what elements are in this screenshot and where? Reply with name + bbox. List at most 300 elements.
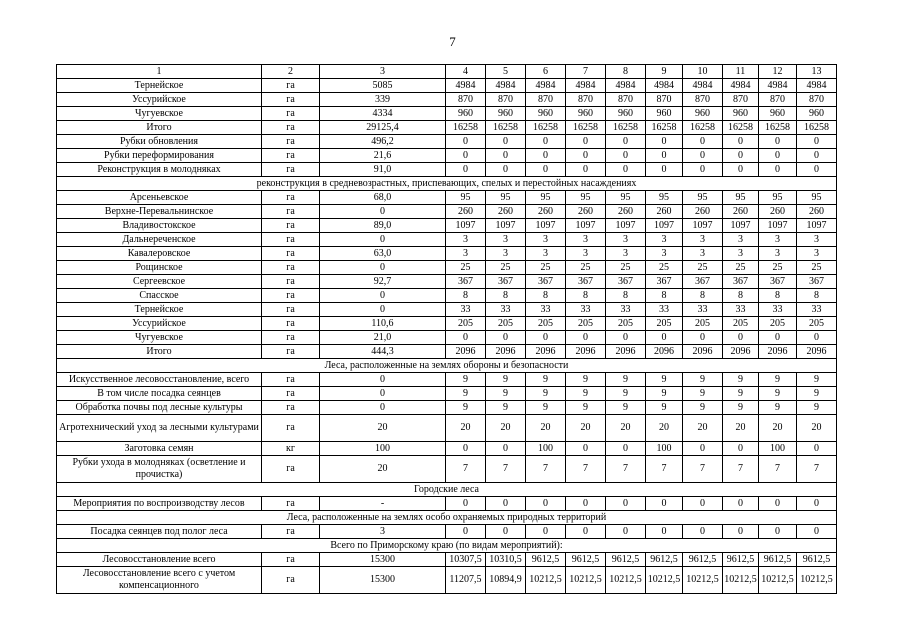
year-value-cell: 367 bbox=[683, 275, 723, 289]
year-value-cell: 16258 bbox=[646, 121, 683, 135]
year-value-cell: 20 bbox=[797, 415, 837, 442]
year-value-cell: 33 bbox=[797, 303, 837, 317]
unit-cell: га bbox=[262, 331, 320, 345]
year-value-cell: 260 bbox=[646, 205, 683, 219]
year-value-cell: 0 bbox=[723, 135, 759, 149]
year-value-cell: 0 bbox=[759, 135, 797, 149]
year-value-cell: 4984 bbox=[797, 79, 837, 93]
year-value-cell: 9 bbox=[683, 387, 723, 401]
total-cell: 15300 bbox=[320, 553, 446, 567]
year-value-cell: 95 bbox=[723, 191, 759, 205]
year-value-cell: 2096 bbox=[683, 345, 723, 359]
year-value-cell: 0 bbox=[446, 525, 486, 539]
year-value-cell: 0 bbox=[606, 163, 646, 177]
year-value-cell: 9 bbox=[797, 401, 837, 415]
unit-cell: га bbox=[262, 525, 320, 539]
year-value-cell: 1097 bbox=[759, 219, 797, 233]
year-value-cell: 0 bbox=[723, 149, 759, 163]
year-value-cell: 9 bbox=[566, 387, 606, 401]
year-value-cell: 960 bbox=[446, 107, 486, 121]
year-value-cell: 0 bbox=[759, 331, 797, 345]
year-value-cell: 7 bbox=[759, 456, 797, 483]
year-value-cell: 367 bbox=[606, 275, 646, 289]
table-row bbox=[57, 121, 837, 135]
column-number-cell: 10 bbox=[683, 65, 723, 79]
year-value-cell: 0 bbox=[566, 497, 606, 511]
year-value-cell: 3 bbox=[646, 247, 683, 261]
total-cell: 110,6 bbox=[320, 317, 446, 331]
column-number-cell: 13 bbox=[797, 65, 837, 79]
year-value-cell: 7 bbox=[683, 456, 723, 483]
total-cell: 20 bbox=[320, 415, 446, 442]
unit-cell: га bbox=[262, 79, 320, 93]
unit-cell: га bbox=[262, 93, 320, 107]
year-value-cell: 0 bbox=[723, 331, 759, 345]
table-row bbox=[57, 345, 837, 359]
year-value-cell: 960 bbox=[683, 107, 723, 121]
table-row bbox=[57, 233, 837, 247]
year-value-cell: 9612,5 bbox=[723, 553, 759, 567]
year-value-cell: 4984 bbox=[606, 79, 646, 93]
year-value-cell: 205 bbox=[446, 317, 486, 331]
unit-cell: га bbox=[262, 149, 320, 163]
unit-cell: га bbox=[262, 121, 320, 135]
year-value-cell: 9 bbox=[683, 373, 723, 387]
year-value-cell: 260 bbox=[759, 205, 797, 219]
year-value-cell: 2096 bbox=[526, 345, 566, 359]
section-title: реконструкция в средневозрастных, приспевающих, спелых и перестойных насаждениях bbox=[57, 177, 837, 191]
year-value-cell: 870 bbox=[797, 93, 837, 107]
year-value-cell: 7 bbox=[566, 456, 606, 483]
year-value-cell: 9 bbox=[723, 387, 759, 401]
year-value-cell: 25 bbox=[486, 261, 526, 275]
row-name-cell: Уссурийское bbox=[57, 93, 262, 107]
column-number-cell: 11 bbox=[723, 65, 759, 79]
column-number-cell: 1 bbox=[57, 65, 262, 79]
year-value-cell: 9612,5 bbox=[526, 553, 566, 567]
total-cell: 89,0 bbox=[320, 219, 446, 233]
year-value-cell: 10212,5 bbox=[723, 567, 759, 594]
year-value-cell: 9 bbox=[446, 401, 486, 415]
year-value-cell: 8 bbox=[759, 289, 797, 303]
year-value-cell: 3 bbox=[606, 247, 646, 261]
table-row bbox=[57, 149, 837, 163]
year-value-cell: 0 bbox=[486, 149, 526, 163]
year-value-cell: 33 bbox=[446, 303, 486, 317]
year-value-cell: 0 bbox=[646, 149, 683, 163]
year-value-cell: 0 bbox=[486, 135, 526, 149]
year-value-cell: 960 bbox=[759, 107, 797, 121]
year-value-cell: 3 bbox=[723, 233, 759, 247]
section-row bbox=[57, 483, 837, 497]
column-number-cell: 5 bbox=[486, 65, 526, 79]
year-value-cell: 0 bbox=[606, 442, 646, 456]
total-cell: 63,0 bbox=[320, 247, 446, 261]
year-value-cell: 870 bbox=[566, 93, 606, 107]
row-name-cell: Чугуевское bbox=[57, 331, 262, 345]
total-cell: 0 bbox=[320, 303, 446, 317]
year-value-cell: 16258 bbox=[446, 121, 486, 135]
year-value-cell: 25 bbox=[566, 261, 606, 275]
row-name-cell: Спасское bbox=[57, 289, 262, 303]
year-value-cell: 3 bbox=[526, 247, 566, 261]
year-value-cell: 95 bbox=[566, 191, 606, 205]
year-value-cell: 0 bbox=[606, 525, 646, 539]
year-value-cell: 260 bbox=[446, 205, 486, 219]
row-name-cell: Реконструкция в молодняках bbox=[57, 163, 262, 177]
year-value-cell: 0 bbox=[446, 149, 486, 163]
unit-cell: га bbox=[262, 456, 320, 483]
year-value-cell: 0 bbox=[646, 135, 683, 149]
year-value-cell: 3 bbox=[486, 247, 526, 261]
year-value-cell: 260 bbox=[797, 205, 837, 219]
year-value-cell: 960 bbox=[566, 107, 606, 121]
year-value-cell: 0 bbox=[683, 442, 723, 456]
year-value-cell: 3 bbox=[566, 247, 606, 261]
year-value-cell: 9612,5 bbox=[646, 553, 683, 567]
column-number-cell: 9 bbox=[646, 65, 683, 79]
year-value-cell: 1097 bbox=[446, 219, 486, 233]
year-value-cell: 9 bbox=[606, 387, 646, 401]
row-name-cell: Рубки переформирования bbox=[57, 149, 262, 163]
year-value-cell: 205 bbox=[526, 317, 566, 331]
year-value-cell: 260 bbox=[526, 205, 566, 219]
table-row bbox=[57, 442, 837, 456]
year-value-cell: 260 bbox=[683, 205, 723, 219]
unit-cell: га bbox=[262, 415, 320, 442]
row-name-cell: Дальнереченское bbox=[57, 233, 262, 247]
year-value-cell: 4984 bbox=[683, 79, 723, 93]
year-value-cell: 205 bbox=[797, 317, 837, 331]
year-value-cell: 10212,5 bbox=[526, 567, 566, 594]
year-value-cell: 33 bbox=[759, 303, 797, 317]
year-value-cell: 0 bbox=[606, 135, 646, 149]
table-row bbox=[57, 401, 837, 415]
year-value-cell: 9 bbox=[566, 401, 606, 415]
year-value-cell: 7 bbox=[526, 456, 566, 483]
year-value-cell: 33 bbox=[683, 303, 723, 317]
year-value-cell: 0 bbox=[797, 525, 837, 539]
year-value-cell: 0 bbox=[759, 525, 797, 539]
year-value-cell: 0 bbox=[683, 525, 723, 539]
row-name-cell: Обработка почвы под лесные культуры bbox=[57, 401, 262, 415]
year-value-cell: 8 bbox=[446, 289, 486, 303]
total-cell: 20 bbox=[320, 456, 446, 483]
row-name-cell: Рубки обновления bbox=[57, 135, 262, 149]
year-value-cell: 7 bbox=[486, 456, 526, 483]
column-number-cell: 12 bbox=[759, 65, 797, 79]
year-value-cell: 8 bbox=[646, 289, 683, 303]
table-row bbox=[57, 317, 837, 331]
year-value-cell: 0 bbox=[759, 149, 797, 163]
total-cell: 444,3 bbox=[320, 345, 446, 359]
year-value-cell: 3 bbox=[759, 233, 797, 247]
row-name-cell: Итого bbox=[57, 121, 262, 135]
row-name-cell: Агротехнический уход за лесными культурами bbox=[57, 415, 262, 442]
year-value-cell: 0 bbox=[723, 497, 759, 511]
table-row bbox=[57, 205, 837, 219]
total-cell: 92,7 bbox=[320, 275, 446, 289]
year-value-cell: 0 bbox=[683, 497, 723, 511]
total-cell: 0 bbox=[320, 205, 446, 219]
year-value-cell: 25 bbox=[723, 261, 759, 275]
year-value-cell: 95 bbox=[526, 191, 566, 205]
year-value-cell: 2096 bbox=[723, 345, 759, 359]
column-number-cell: 7 bbox=[566, 65, 606, 79]
year-value-cell: 8 bbox=[723, 289, 759, 303]
unit-cell: га bbox=[262, 219, 320, 233]
year-value-cell: 9 bbox=[646, 387, 683, 401]
year-value-cell: 20 bbox=[646, 415, 683, 442]
year-value-cell: 25 bbox=[446, 261, 486, 275]
year-value-cell: 0 bbox=[486, 442, 526, 456]
row-name-cell: Заготовка семян bbox=[57, 442, 262, 456]
year-value-cell: 20 bbox=[446, 415, 486, 442]
year-value-cell: 2096 bbox=[759, 345, 797, 359]
total-cell: 4334 bbox=[320, 107, 446, 121]
year-value-cell: 367 bbox=[759, 275, 797, 289]
year-value-cell: 16258 bbox=[566, 121, 606, 135]
year-value-cell: 0 bbox=[723, 525, 759, 539]
year-value-cell: 1097 bbox=[566, 219, 606, 233]
year-value-cell: 0 bbox=[446, 135, 486, 149]
table-row bbox=[57, 373, 837, 387]
table-row bbox=[57, 525, 837, 539]
year-value-cell: 367 bbox=[797, 275, 837, 289]
year-value-cell: 0 bbox=[566, 135, 606, 149]
table-row bbox=[57, 79, 837, 93]
year-value-cell: 10212,5 bbox=[566, 567, 606, 594]
row-name-cell: Сергеевское bbox=[57, 275, 262, 289]
column-number-cell: 3 bbox=[320, 65, 446, 79]
year-value-cell: 0 bbox=[797, 331, 837, 345]
unit-cell: га bbox=[262, 387, 320, 401]
year-value-cell: 7 bbox=[646, 456, 683, 483]
year-value-cell: 4984 bbox=[646, 79, 683, 93]
year-value-cell: 20 bbox=[759, 415, 797, 442]
table-row bbox=[57, 135, 837, 149]
total-cell: 0 bbox=[320, 401, 446, 415]
section-row bbox=[57, 177, 837, 191]
year-value-cell: 2096 bbox=[797, 345, 837, 359]
year-value-cell: 0 bbox=[797, 163, 837, 177]
year-value-cell: 9 bbox=[446, 387, 486, 401]
row-name-cell: Лесовосстановление всего с учетом компенсационного bbox=[57, 567, 262, 594]
table-row bbox=[57, 303, 837, 317]
year-value-cell: 33 bbox=[566, 303, 606, 317]
table-row bbox=[57, 553, 837, 567]
year-value-cell: 205 bbox=[606, 317, 646, 331]
year-value-cell: 870 bbox=[759, 93, 797, 107]
year-value-cell: 3 bbox=[606, 233, 646, 247]
section-title: Леса, расположенные на землях обороны и безопасности bbox=[57, 359, 837, 373]
year-value-cell: 205 bbox=[683, 317, 723, 331]
column-number-cell: 8 bbox=[606, 65, 646, 79]
year-value-cell: 0 bbox=[526, 497, 566, 511]
year-value-cell: 1097 bbox=[526, 219, 566, 233]
year-value-cell: 9 bbox=[646, 373, 683, 387]
year-value-cell: 3 bbox=[566, 233, 606, 247]
year-value-cell: 205 bbox=[646, 317, 683, 331]
unit-cell: га bbox=[262, 107, 320, 121]
year-value-cell: 0 bbox=[566, 163, 606, 177]
year-value-cell: 3 bbox=[683, 233, 723, 247]
year-value-cell: 7 bbox=[606, 456, 646, 483]
year-value-cell: 10212,5 bbox=[646, 567, 683, 594]
table-row bbox=[57, 93, 837, 107]
year-value-cell: 960 bbox=[723, 107, 759, 121]
total-cell: 0 bbox=[320, 387, 446, 401]
year-value-cell: 7 bbox=[723, 456, 759, 483]
row-name-cell: Владивостокское bbox=[57, 219, 262, 233]
year-value-cell: 9 bbox=[486, 401, 526, 415]
year-value-cell: 1097 bbox=[797, 219, 837, 233]
row-name-cell: Уссурийское bbox=[57, 317, 262, 331]
year-value-cell: 0 bbox=[723, 163, 759, 177]
year-value-cell: 16258 bbox=[606, 121, 646, 135]
year-value-cell: 11207,5 bbox=[446, 567, 486, 594]
year-value-cell: 0 bbox=[723, 442, 759, 456]
year-value-cell: 3 bbox=[446, 233, 486, 247]
total-cell: 0 bbox=[320, 233, 446, 247]
table-row bbox=[57, 261, 837, 275]
year-value-cell: 1097 bbox=[723, 219, 759, 233]
section-row bbox=[57, 539, 837, 553]
row-name-cell: Рубки ухода в молодняках (осветление и прочистка) bbox=[57, 456, 262, 483]
year-value-cell: 0 bbox=[526, 331, 566, 345]
year-value-cell: 3 bbox=[446, 247, 486, 261]
year-value-cell: 10212,5 bbox=[606, 567, 646, 594]
year-value-cell: 25 bbox=[606, 261, 646, 275]
year-value-cell: 260 bbox=[486, 205, 526, 219]
total-cell: 3 bbox=[320, 525, 446, 539]
year-value-cell: 367 bbox=[646, 275, 683, 289]
year-value-cell: 100 bbox=[759, 442, 797, 456]
year-value-cell: 4984 bbox=[759, 79, 797, 93]
unit-cell: га bbox=[262, 401, 320, 415]
column-number-cell: 6 bbox=[526, 65, 566, 79]
year-value-cell: 20 bbox=[566, 415, 606, 442]
year-value-cell: 260 bbox=[566, 205, 606, 219]
year-value-cell: 205 bbox=[723, 317, 759, 331]
unit-cell: га bbox=[262, 261, 320, 275]
year-value-cell: 9 bbox=[486, 387, 526, 401]
year-value-cell: 95 bbox=[646, 191, 683, 205]
year-value-cell: 960 bbox=[797, 107, 837, 121]
year-value-cell: 100 bbox=[526, 442, 566, 456]
year-value-cell: 0 bbox=[646, 163, 683, 177]
year-value-cell: 960 bbox=[526, 107, 566, 121]
unit-cell: га bbox=[262, 289, 320, 303]
year-value-cell: 100 bbox=[646, 442, 683, 456]
year-value-cell: 3 bbox=[723, 247, 759, 261]
year-value-cell: 0 bbox=[606, 497, 646, 511]
section-row bbox=[57, 359, 837, 373]
year-value-cell: 0 bbox=[446, 163, 486, 177]
year-value-cell: 25 bbox=[797, 261, 837, 275]
year-value-cell: 9612,5 bbox=[759, 553, 797, 567]
year-value-cell: 9 bbox=[683, 401, 723, 415]
year-value-cell: 8 bbox=[797, 289, 837, 303]
year-value-cell: 0 bbox=[526, 525, 566, 539]
total-cell: 21,6 bbox=[320, 149, 446, 163]
year-value-cell: 9 bbox=[486, 373, 526, 387]
total-cell: 5085 bbox=[320, 79, 446, 93]
unit-cell: га bbox=[262, 567, 320, 594]
unit-cell: га bbox=[262, 303, 320, 317]
year-value-cell: 9 bbox=[723, 373, 759, 387]
year-value-cell: 0 bbox=[646, 525, 683, 539]
year-value-cell: 20 bbox=[683, 415, 723, 442]
table-row bbox=[57, 567, 837, 594]
year-value-cell: 0 bbox=[486, 525, 526, 539]
year-value-cell: 0 bbox=[446, 497, 486, 511]
year-value-cell: 1097 bbox=[683, 219, 723, 233]
total-cell: 0 bbox=[320, 261, 446, 275]
year-value-cell: 8 bbox=[526, 289, 566, 303]
year-value-cell: 0 bbox=[683, 331, 723, 345]
year-value-cell: 960 bbox=[606, 107, 646, 121]
year-value-cell: 0 bbox=[759, 497, 797, 511]
table-row bbox=[57, 331, 837, 345]
year-value-cell: 0 bbox=[446, 442, 486, 456]
unit-cell: га bbox=[262, 233, 320, 247]
year-value-cell: 0 bbox=[797, 135, 837, 149]
year-value-cell: 0 bbox=[797, 497, 837, 511]
year-value-cell: 25 bbox=[526, 261, 566, 275]
year-value-cell: 0 bbox=[646, 331, 683, 345]
year-value-cell: 2096 bbox=[566, 345, 606, 359]
year-value-cell: 0 bbox=[526, 163, 566, 177]
unit-cell: га bbox=[262, 345, 320, 359]
unit-cell: га bbox=[262, 553, 320, 567]
table-row bbox=[57, 497, 837, 511]
unit-cell: га bbox=[262, 247, 320, 261]
year-value-cell: 3 bbox=[683, 247, 723, 261]
unit-cell: га bbox=[262, 317, 320, 331]
total-cell: 15300 bbox=[320, 567, 446, 594]
year-value-cell: 0 bbox=[486, 331, 526, 345]
year-value-cell: 16258 bbox=[526, 121, 566, 135]
year-value-cell: 0 bbox=[486, 163, 526, 177]
year-value-cell: 9 bbox=[526, 387, 566, 401]
year-value-cell: 10307,5 bbox=[446, 553, 486, 567]
year-value-cell: 0 bbox=[566, 149, 606, 163]
total-cell: 91,0 bbox=[320, 163, 446, 177]
total-cell: 339 bbox=[320, 93, 446, 107]
year-value-cell: 20 bbox=[606, 415, 646, 442]
year-value-cell: 25 bbox=[683, 261, 723, 275]
year-value-cell: 16258 bbox=[723, 121, 759, 135]
table-row bbox=[57, 456, 837, 483]
year-value-cell: 33 bbox=[606, 303, 646, 317]
table-row bbox=[57, 275, 837, 289]
year-value-cell: 20 bbox=[526, 415, 566, 442]
year-value-cell: 3 bbox=[526, 233, 566, 247]
year-value-cell: 4984 bbox=[526, 79, 566, 93]
table-row bbox=[57, 107, 837, 121]
year-value-cell: 9 bbox=[566, 373, 606, 387]
year-value-cell: 33 bbox=[526, 303, 566, 317]
year-value-cell: 4984 bbox=[723, 79, 759, 93]
section-title: Городские леса bbox=[57, 483, 837, 497]
year-value-cell: 9 bbox=[446, 373, 486, 387]
year-value-cell: 33 bbox=[646, 303, 683, 317]
year-value-cell: 260 bbox=[606, 205, 646, 219]
year-value-cell: 95 bbox=[606, 191, 646, 205]
unit-cell: га bbox=[262, 497, 320, 511]
year-value-cell: 0 bbox=[683, 149, 723, 163]
